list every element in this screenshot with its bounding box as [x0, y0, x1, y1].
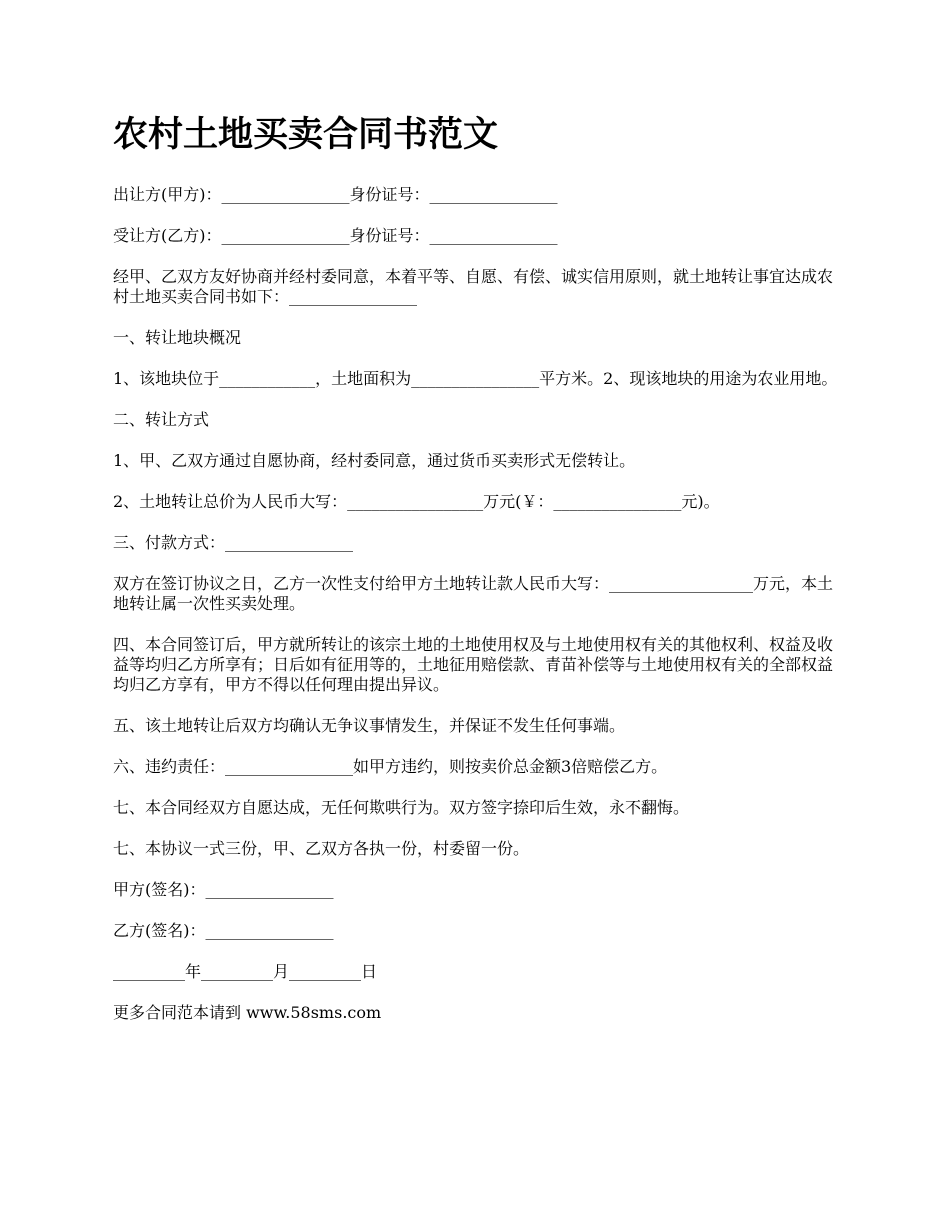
rights-paragraph: 四、本合同签订后，甲方就所转让的该宗土地的土地使用权及与土地使用权有关的其他权利、权益及收益等均归乙方所享有；日后如有征用等的，土地征用赔偿款、青苗补偿等与土地使用权有关的全部权益均归乙方享有，甲方不得以任何理由提出异议。 — [113, 635, 834, 694]
transfer-method-paragraph: 1、甲、乙双方通过自愿协商，经村委同意，通过货币买卖形式无偿转让。 — [113, 451, 636, 470]
preamble-paragraph: 经甲、乙双方友好协商并经村委同意，本着平等、自愿、有偿、诚实信用原则，就土地转让事宜达成农村土地买卖合同书如下：________________ — [113, 267, 834, 306]
party-a-line: 出让方(甲方)：________________身份证号：________________ — [113, 185, 558, 204]
date-line: _________年_________月_________日 — [113, 962, 378, 981]
party-b-signature-line: 乙方(签名)：________________ — [113, 921, 334, 940]
footer-more-templates: 更多合同范本请到 www.58sms.com — [113, 1003, 382, 1022]
breach-liability-paragraph: 六、违约责任：________________如甲方违约，则按卖价总金额3倍赔偿乙方。 — [113, 757, 668, 776]
party-b-line: 受让方(乙方)：________________身份证号：________________ — [113, 226, 558, 245]
document-title: 农村土地买卖合同书范文 — [113, 114, 499, 155]
section-heading-land-overview: 一、转让地块概况 — [113, 328, 242, 347]
payment-method-heading: 三、付款方式：________________ — [113, 533, 354, 552]
land-location-paragraph: 1、该地块位于____________，土地面积为________________平方米。2、现该地块的用途为农业用地。 — [113, 369, 838, 388]
no-dispute-paragraph: 五、该土地转让后双方均确认无争议事情发生，并保证不发生任何事端。 — [113, 716, 626, 735]
payment-paragraph: 双方在签订协议之日，乙方一次性支付给甲方土地转让款人民币大写：__________________万元，本土地转让属一次性买卖处理。 — [113, 574, 834, 613]
document-page — [113, 110, 840, 1044]
party-a-signature-line: 甲方(签名)：________________ — [113, 880, 334, 899]
total-price-paragraph: 2、土地转让总价为人民币大写：_________________万元(￥：________________元)。 — [113, 492, 720, 511]
voluntary-agreement-paragraph: 七、本合同经双方自愿达成，无任何欺哄行为。双方签字捺印后生效，永不翻悔。 — [113, 798, 690, 817]
section-heading-transfer-method: 二、转让方式 — [113, 410, 210, 429]
copies-paragraph: 七、本协议一式三份，甲、乙双方各执一份，村委留一份。 — [113, 839, 530, 858]
